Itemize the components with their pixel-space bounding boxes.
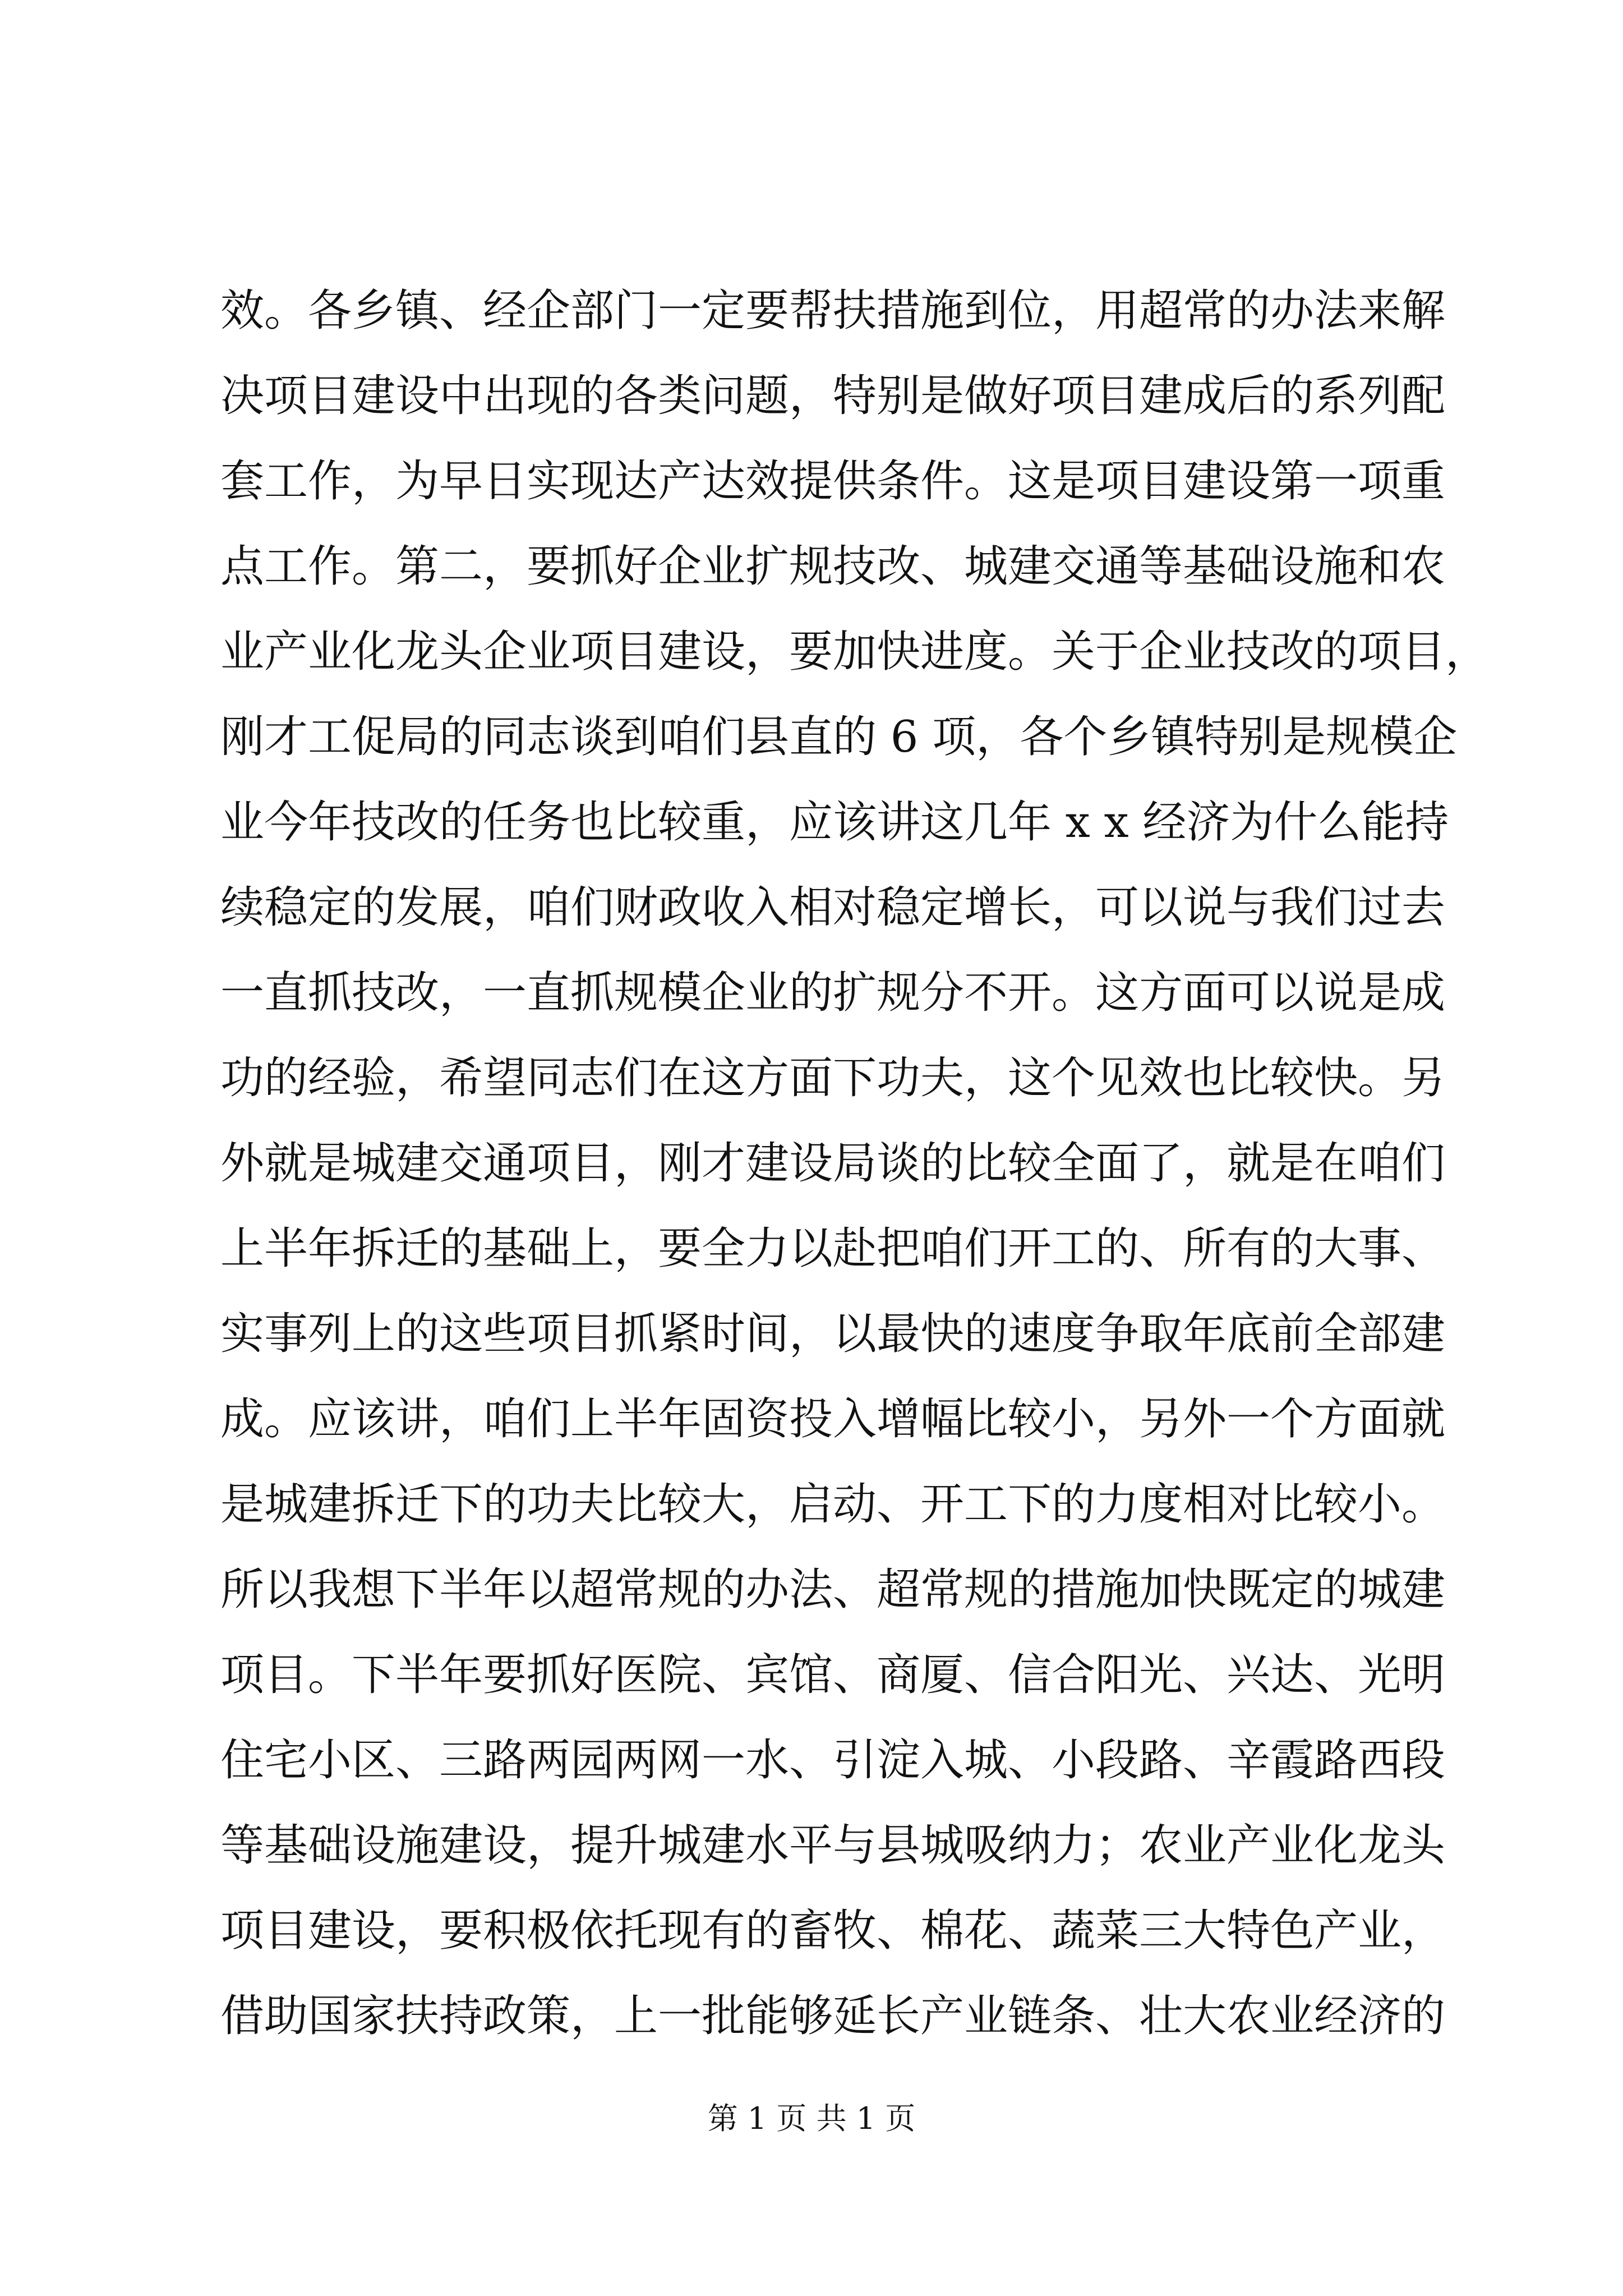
- text-line: 外就是城建交通项目，刚才建设局谈的比较全面了，就是在咱们: [220, 1138, 1446, 1189]
- text-line: 项目。下半年要抓好医院、宾馆、商厦、信合阳光、兴达、光明: [220, 1650, 1446, 1700]
- text-line: 刚才工促局的同志谈到咱们县直的 6 项，各个乡镇特别是规模企: [220, 712, 1458, 762]
- text-line: 功的经验，希望同志们在这方面下功夫，这个见效也比较快。另: [220, 1053, 1446, 1103]
- text-line: 等基础设施建设，提升城建水平与县城吸纳力；农业产业化龙头: [220, 1820, 1446, 1871]
- page-footer: [0, 2099, 1623, 2138]
- text-line: 续稳定的发展，咱们财政收入相对稳定增长，可以说与我们过去: [220, 882, 1446, 933]
- text-line: 决项目建设中出现的各类问题，特别是做好项目建成后的系列配: [220, 371, 1446, 421]
- text-line: 业产业化龙头企业项目建设，要加快进度。关于企业技改的项目，: [220, 627, 1490, 677]
- text-line: 成。应该讲，咱们上半年固资投入增幅比较小，另外一个方面就: [220, 1394, 1446, 1444]
- text-line: 点工作。第二，要抓好企业扩规技改、城建交通等基础设施和农: [220, 541, 1446, 592]
- text-line: 住宅小区、三路两园两网一水、引淀入城、小段路、辛霞路西段: [220, 1735, 1446, 1786]
- page-number-label: 第 1 页 共 1 页: [707, 2101, 916, 2136]
- body-text: [220, 268, 1490, 2059]
- text-line: 借助国家扶持政策，上一批能够延长产业链条、壮大农业经济的: [220, 1991, 1446, 2041]
- text-line: 是城建拆迁下的功夫比较大，启动、开工下的力度相对比较小。: [220, 1479, 1446, 1530]
- text-line: 一直抓技改，一直抓规模企业的扩规分不开。这方面可以说是成: [220, 968, 1446, 1018]
- text-line: 套工作，为早日实现达产达效提供条件。这是项目建设第一项重: [220, 456, 1446, 507]
- text-line: 所以我想下半年以超常规的办法、超常规的措施加快既定的城建: [220, 1565, 1446, 1615]
- text-line: 业今年技改的任务也比较重，应该讲这几年 x x 经济为什么能持: [220, 797, 1449, 848]
- text-line: 项目建设，要积极依托现有的畜牧、棉花、蔬菜三大特色产业，: [220, 1906, 1446, 1956]
- text-line: 上半年拆迁的基础上，要全力以赴把咱们开工的、所有的大事、: [220, 1223, 1446, 1274]
- text-line: 实事列上的这些项目抓紧时间，以最快的速度争取年底前全部建: [220, 1309, 1446, 1359]
- text-line: 效。各乡镇、经企部门一定要帮扶措施到位，用超常的办法来解: [220, 286, 1446, 336]
